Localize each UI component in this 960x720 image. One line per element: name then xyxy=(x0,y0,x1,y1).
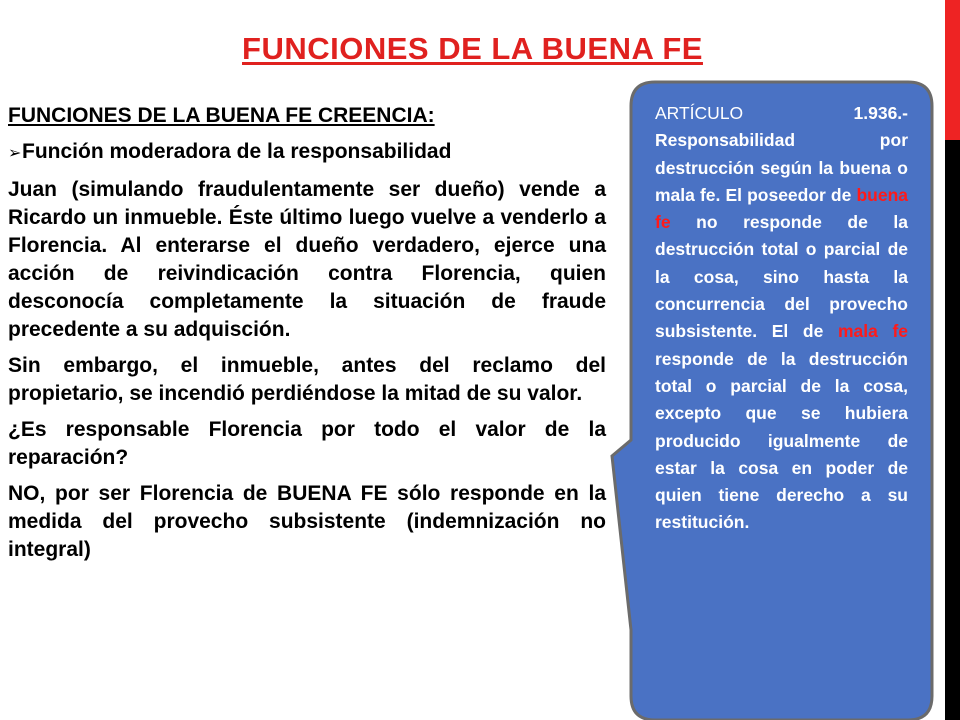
slide-title: FUNCIONES DE LA BUENA FE xyxy=(242,31,703,66)
highlight-mala-fe: mala fe xyxy=(837,321,909,342)
article-text-1: Responsabilidad por destrucción según la buena o mala fe. El poseedor de xyxy=(655,130,908,205)
bullet-text: Función moderadora de la responsabilidad xyxy=(22,140,452,163)
highlight-buena-fe: buena fe xyxy=(655,184,908,233)
question-paragraph: ¿Es responsable Florencia por todo el valor de la reparación? xyxy=(8,418,606,469)
answer-paragraph: NO, por ser Florencia de BUENA FE sólo responde en la medida del provecho subsistente (indemnización no integral) xyxy=(8,482,606,561)
section-heading: FUNCIONES DE LA BUENA FE CREENCIA: xyxy=(8,104,435,127)
article-callout-text xyxy=(655,100,908,537)
article-text-3: responde de la destrucción total o parcial de la cosa, excepto que se hubiera producido igualmente de estar la cosa en poder de quien tiene derecho a su restitución. xyxy=(655,348,908,533)
case-paragraph: Juan (simulando fraudulentamente ser dueño) vende a Ricardo un inmueble. Éste último luego vuelve a venderlo a Florencia. Al enterarse el dueño verdadero, ejerce una acción de reivindicación contra Florencia, quien desconocía completamente la situación de fraude precedente a su adquisción. xyxy=(8,178,606,341)
article-number: 1.936.- xyxy=(853,103,908,123)
arrow-bullet-icon: ➢ xyxy=(8,145,22,162)
article-label: ARTÍCULO xyxy=(655,103,744,123)
fire-paragraph: Sin embargo, el inmueble, antes del reclamo del propietario, se incendió perdiéndose la mitad de su valor. xyxy=(8,354,606,405)
article-text-2: no responde de la destrucción total o parcial de la cosa, sino hasta la concurrencia del provecho subsistente. El de xyxy=(655,212,908,342)
